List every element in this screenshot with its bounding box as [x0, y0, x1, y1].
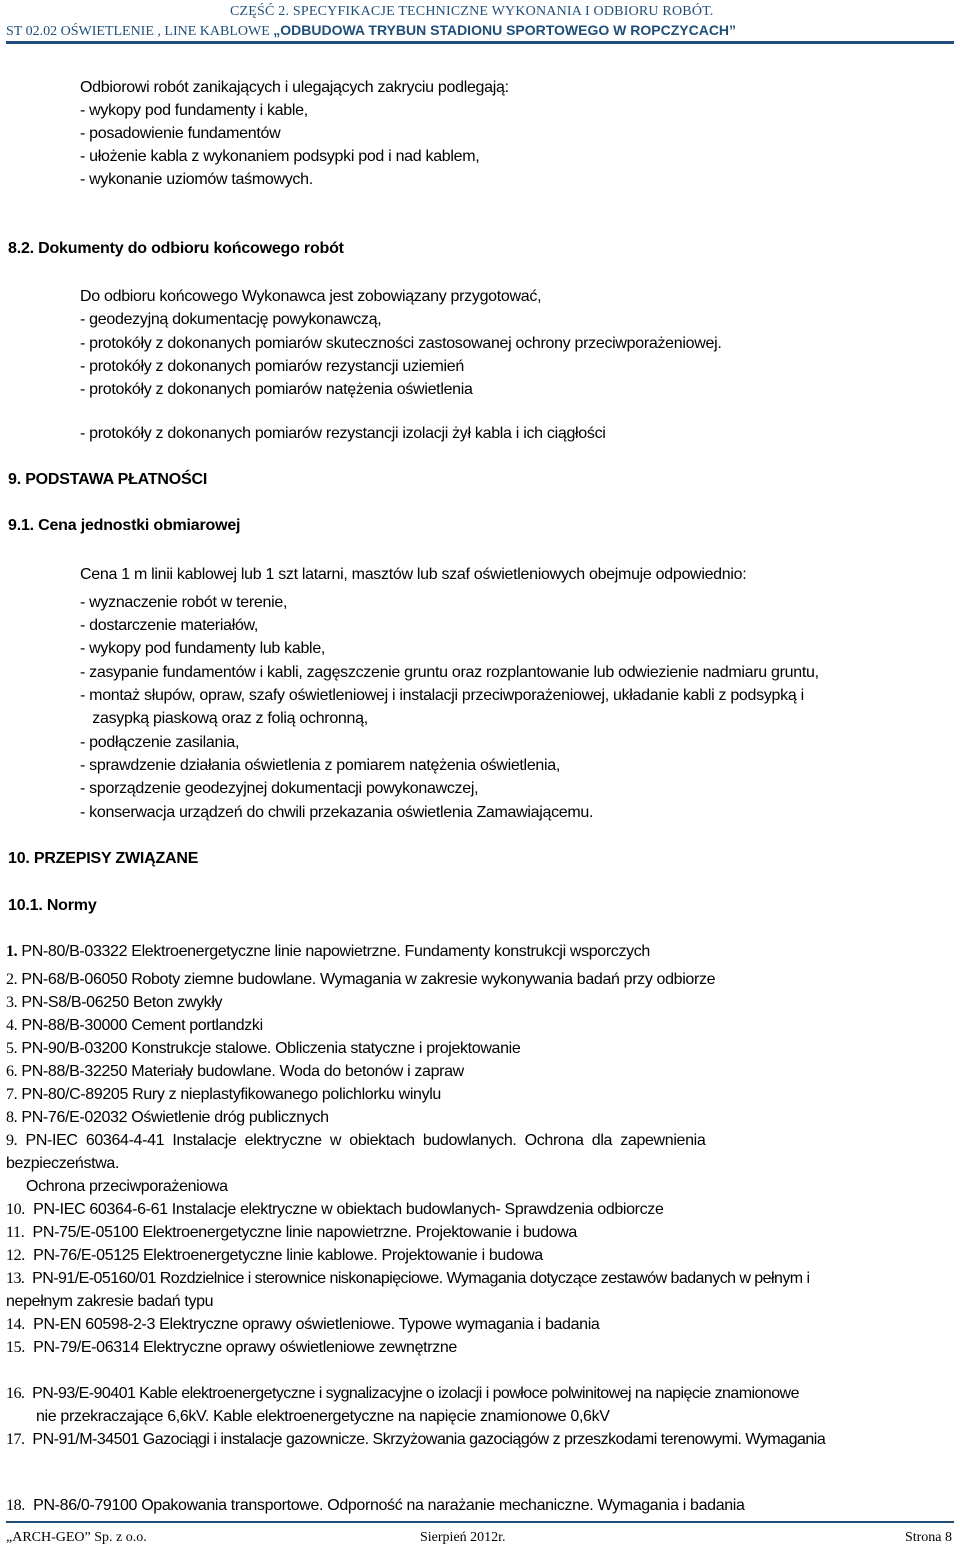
norm-item [6, 1223, 577, 1243]
norm-item [6, 1085, 441, 1105]
norm-text: PN-80/C-89205 Rury z nieplastyfikowanego polichlorku winylu [17, 1086, 441, 1103]
norm-text: PN-S8/B-06250 Beton zwykły [17, 994, 223, 1011]
s82-item: - protokóły z dokonanych pomiarów skuteczności zastosowanej ochrony przeciwporażeniowej. [80, 335, 722, 352]
norm-item [6, 1496, 745, 1516]
norm-number: 8. [6, 1109, 18, 1126]
norm-number: 18. [6, 1497, 25, 1514]
page-header [0, 0, 960, 46]
s9-item: - wyznaczenie robót w terenie, [80, 594, 288, 611]
s9-item: - podłączenie zasilania, [80, 734, 240, 751]
section-heading-10: 10. PRZEPISY ZWIĄZANE [8, 850, 199, 867]
norm-text: bezpieczeństwa. [6, 1155, 120, 1172]
intro-item: - wykopy pod fundamenty i kable, [80, 102, 308, 119]
norm-text: PN-75/E-05100 Elektroenergetyczne linie napowietrzne. Projektowanie i budowa [24, 1224, 577, 1241]
norm-text: nie przekraczające 6,6kV. Kable elektroenergetyczne na napięcie znamionowe 0,6kV [36, 1408, 610, 1425]
s82-item: - protokóły z dokonanych pomiarów rezystancji izolacji żył kabla i ich ciągłości [80, 425, 606, 442]
s9-item: - zasypanie fundamentów i kabli, zagęszczenie gruntu oraz rozplantowanie lub odwiezienie nadmiaru gruntu, [80, 664, 819, 681]
norm-item-continuation [36, 1407, 610, 1427]
norm-number: 5. [6, 1040, 18, 1057]
norm-number: 3. [6, 994, 18, 1011]
norm-item [6, 942, 650, 962]
intro-item: - wykonanie uziomów taśmowych. [80, 171, 313, 188]
norm-text: nepełnym zakresie badań typu [6, 1293, 214, 1310]
norm-number: 6. [6, 1063, 18, 1080]
norm-number: 1. [6, 943, 18, 960]
s82-item: - protokóły z dokonanych pomiarów natężenia oświetlenia [80, 381, 473, 398]
header-spec-code: ST 02.02 OŚWIETLENIE , LINE KABLOWE [6, 24, 274, 39]
norm-item [6, 993, 222, 1013]
header-project-name: „ODBUDOWA TRYBUN STADIONU SPORTOWEGO W ROPCZYCACH” [273, 22, 737, 38]
norm-item [6, 1430, 825, 1450]
norm-text: PN-80/B-03322 Elektroenergetyczne linie napowietrzne. Fundamenty konstrukcji wsporczych [17, 943, 650, 960]
norm-number: 12. [6, 1247, 25, 1264]
norm-item [6, 1039, 520, 1059]
norm-text: PN-88/B-32250 Materiały budowlane. Woda do betonów i zapraw [17, 1063, 464, 1080]
norm-number: 16. [6, 1385, 25, 1402]
norm-item-continuation [6, 1154, 119, 1174]
footer-company: „ARCH-GEO” Sp. z o.o. [6, 1530, 147, 1545]
norm-item [6, 970, 715, 990]
norm-text: PN-EN 60598-2-3 Elektryczne oprawy oświetleniowe. Typowe wymagania i badania [24, 1316, 600, 1333]
norm-number: 10. [6, 1201, 25, 1218]
footer-page-number: Strona 8 [904, 1530, 952, 1545]
norm-text: PN-79/E-06314 Elektryczne oprawy oświetleniowe zewnętrzne [24, 1339, 457, 1356]
norm-text: PN-IEC 60364-4-41 Instalacje elektryczne w obiektach budowlanych. Ochrona dla zapewnienia [17, 1132, 706, 1149]
norm-text: PN-76/E-02032 Oświetlenie dróg publicznych [17, 1109, 329, 1126]
s9-item: - dostarczenie materiałów, [80, 617, 259, 634]
section-heading-8-2: 8.2. Dokumenty do odbioru końcowego robót [8, 240, 344, 257]
norm-number: 17. [6, 1431, 25, 1448]
s82-lead: Do odbioru końcowego Wykonawca jest zobowiązany przygotować, [80, 288, 542, 305]
norm-text: Ochrona przeciwporażeniowa [26, 1178, 228, 1195]
norm-text: PN-91/E-05160/01 Rozdzielnice i sterownice niskonapięciowe. Wymagania dotyczące zestawów badanych w pełnym i [24, 1270, 810, 1287]
s9-item: - montaż słupów, opraw, szafy oświetleniowej i instalacji przeciwporażeniowej, układanie kabli z podsypką i [80, 687, 804, 704]
norm-item [6, 1131, 705, 1151]
s82-item: - protokóły z dokonanych pomiarów rezystancji uziemień [80, 358, 464, 375]
norm-text: PN-86/0-79100 Opakowania transportowe. Odporność na narażanie mechaniczne. Wymagania i badania [24, 1497, 745, 1514]
section-heading-9: 9. PODSTAWA PŁATNOŚCI [8, 471, 208, 488]
norm-item [6, 1315, 599, 1335]
norm-item [6, 1016, 263, 1036]
norm-item [6, 1338, 457, 1358]
s9-item: - sporządzenie geodezyjnej dokumentacji powykonawczej, [80, 780, 479, 797]
norm-item-continuation [26, 1177, 228, 1197]
s82-item: - geodezyjną dokumentację powykonawczą, [80, 311, 382, 328]
footer-divider [6, 1521, 954, 1523]
norm-number: 14. [6, 1316, 25, 1333]
norm-item-continuation [6, 1292, 213, 1312]
header-spec-line [6, 22, 736, 40]
intro-item: - posadowienie fundamentów [80, 125, 281, 142]
norm-item [6, 1384, 799, 1404]
header-divider [6, 41, 954, 44]
s9-item: - konserwacja urządzeń do chwili przekazania oświetlenia Zamawiającemu. [80, 804, 594, 821]
norm-item [6, 1108, 329, 1128]
s9-lead: Cena 1 m linii kablowej lub 1 szt latarni, masztów lub szaf oświetleniowych obejmuje odpowiednio: [80, 566, 747, 583]
norm-item [6, 1269, 809, 1289]
norm-text: PN-93/E-90401 Kable elektroenergetyczne i sygnalizacyjne o izolacji i powłoce polwinitowej na napięcie znamionowe [24, 1385, 799, 1402]
norm-number: 9. [6, 1132, 18, 1149]
norm-text: PN-90/B-03200 Konstrukcje stalowe. Obliczenia statyczne i projektowanie [17, 1040, 521, 1057]
norm-number: 11. [6, 1224, 25, 1241]
norm-text: PN-91/M-34501 Gazociągi i instalacje gazownicze. Skrzyżowania gazociągów z przeszkodami terenowymi. Wymagania [24, 1431, 826, 1448]
s9-item-continuation: zasypką piaskową oraz z folią ochronną, [84, 710, 368, 727]
norm-item [6, 1246, 543, 1266]
norm-item [6, 1200, 664, 1220]
section-heading-9-1: 9.1. Cena jednostki obmiarowej [8, 517, 241, 534]
norm-text: PN-76/E-05125 Elektroenergetyczne linie kablowe. Projektowanie i budowa [24, 1247, 543, 1264]
norm-text: PN-68/B-06050 Roboty ziemne budowlane. Wymagania w zakresie wykonywania badań przy odbiorze [17, 971, 716, 988]
norm-text: PN-88/B-30000 Cement portlandzki [17, 1017, 263, 1034]
norm-number: 15. [6, 1339, 25, 1356]
header-part-title: CZĘŚĆ 2. SPECYFIKACJE TECHNICZNE WYKONANIA I ODBIORU ROBÓT. [230, 4, 714, 19]
norm-item [6, 1062, 464, 1082]
footer-date: Sierpień 2012r. [420, 1530, 506, 1545]
s9-item: - sprawdzenie działania oświetlenia z pomiarem natężenia oświetlenia, [80, 757, 561, 774]
norm-text: PN-IEC 60364-6-61 Instalacje elektryczne w obiektach budowlanych- Sprawdzenia odbiorcze [24, 1201, 664, 1218]
norm-number: 2. [6, 971, 18, 988]
norm-number: 4. [6, 1017, 18, 1034]
norm-number: 13. [6, 1270, 25, 1287]
norm-number: 7. [6, 1086, 18, 1103]
section-heading-10-1: 10.1. Normy [8, 897, 97, 914]
intro-item: - ułożenie kabla z wykonaniem podsypki pod i nad kablem, [80, 148, 480, 165]
intro-lead: Odbiorowi robót zanikających i ulegających zakryciu podlegają: [80, 79, 509, 96]
s9-item: - wykopy pod fundamenty lub kable, [80, 640, 326, 657]
